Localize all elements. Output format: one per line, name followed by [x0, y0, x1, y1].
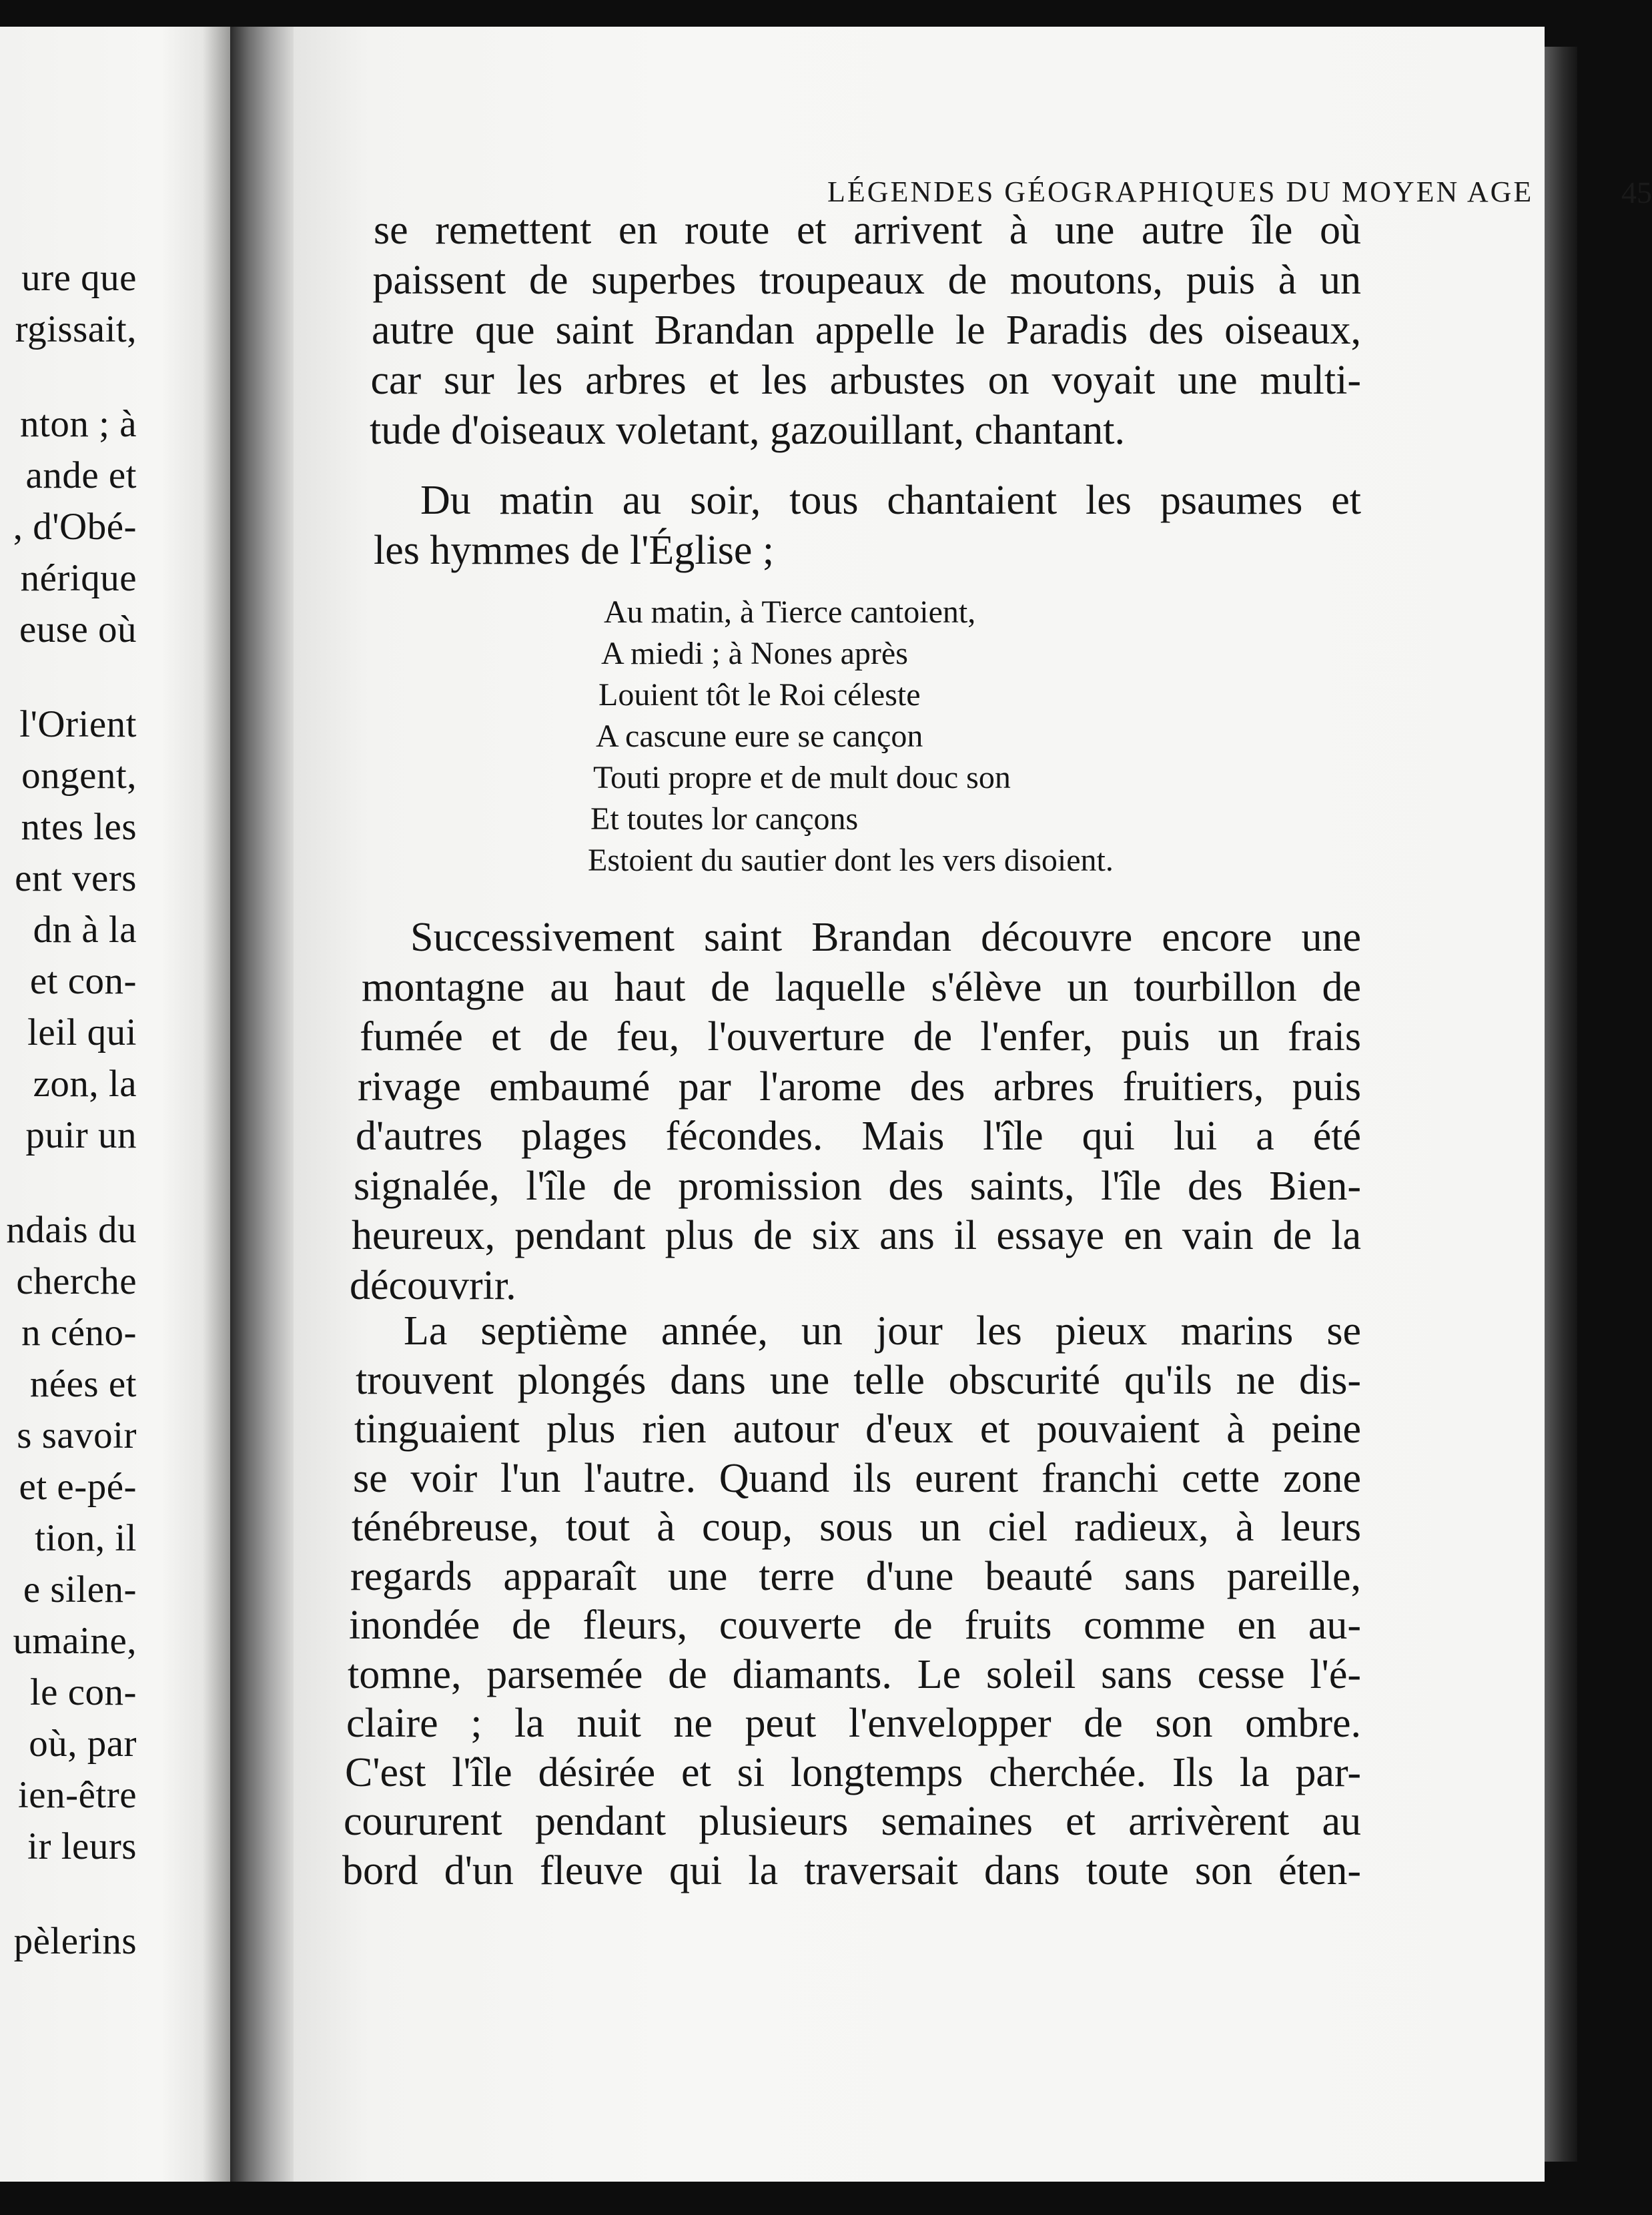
- text-line: tinguaient plus rien autour d'eux et pouvaient à peine: [354, 1406, 1361, 1452]
- left-page-line: le con-: [29, 1671, 137, 1713]
- text-line: signalée, l'île de promission des saints, l'île des Bien-: [354, 1163, 1361, 1209]
- left-page-line: ndais du: [6, 1209, 137, 1251]
- left-page-line: ent vers: [15, 857, 137, 899]
- left-page-line: euse où: [19, 608, 137, 650]
- text-line: Successivement saint Brandan découvre encore une: [410, 915, 1361, 960]
- text-line: rivage embaumé par l'arome des arbres fruitiers, puis: [358, 1063, 1361, 1110]
- left-page-line: umaine,: [13, 1620, 137, 1662]
- left-page-line: où, par: [29, 1723, 137, 1765]
- text-line: montagne au haut de laquelle s'élève un tourbillon de: [362, 964, 1361, 1010]
- left-page-line: ande et: [25, 454, 137, 496]
- text-line: autre que saint Brandan appelle le Paradis des oiseaux,: [372, 308, 1361, 353]
- left-page-line: s savoir: [17, 1414, 137, 1456]
- running-head: LÉGENDES GÉOGRAPHIQUES DU MOYEN AGE: [827, 175, 1534, 208]
- page-number: 45: [1621, 175, 1652, 209]
- text-line: car sur les arbres et les arbustes on voyait une multi-: [370, 358, 1361, 403]
- left-page-line: nérique: [20, 557, 137, 599]
- text-line: Du matin au soir, tous chantaient les psaumes et: [420, 478, 1361, 523]
- left-page-line: dn à la: [33, 909, 137, 951]
- text-line: inondée de fleurs, couverte de fruits comme en au-: [349, 1603, 1361, 1648]
- left-page-line: nton ; à: [20, 403, 137, 445]
- text-line: tude d'oiseaux voletant, gazouillant, chantant.: [370, 408, 1125, 453]
- text-line: d'autres plages fécondes. Mais l'île qui lui a été: [356, 1114, 1361, 1159]
- verse-line: Au matin, à Tierce cantoient,: [604, 594, 976, 630]
- left-page-line: ure que: [21, 257, 137, 299]
- text-line: ténébreuse, tout à coup, sous un ciel radieux, à leurs: [352, 1504, 1361, 1550]
- verse-line: A miedi ; à Nones après: [601, 636, 908, 671]
- left-page-line: puir un: [25, 1114, 137, 1156]
- left-page-line: e silen-: [23, 1569, 137, 1611]
- text-line: découvrir.: [350, 1262, 516, 1308]
- left-page-line: , d'Obé-: [13, 506, 137, 548]
- verse-line: Louient tôt le Roi céleste: [598, 677, 921, 713]
- left-page-line: n céno-: [21, 1312, 137, 1354]
- text-line: La septième année, un jour les pieux marins se: [404, 1308, 1361, 1354]
- page-edge: [1545, 47, 1577, 2162]
- verse-line: A cascune eure se cançon: [596, 719, 923, 754]
- verse-line: Touti propre et de mult douc son: [593, 760, 1011, 795]
- right-page: [294, 27, 1652, 2182]
- book-gutter: [230, 27, 304, 2182]
- left-page-line: ongent,: [21, 755, 137, 797]
- left-page: [0, 27, 230, 2182]
- left-page-line: pèlerins: [13, 1920, 137, 1962]
- text-line: bord d'un fleuve qui la traversait dans toute son éten-: [342, 1847, 1361, 1893]
- text-line: regards apparaît une terre d'une beauté sans pareille,: [350, 1553, 1361, 1599]
- left-page-line: ntes les: [21, 806, 137, 848]
- left-page-line: ien-être: [17, 1774, 137, 1816]
- text-line: heureux, pendant plus de six ans il essaye en vain de la: [352, 1213, 1361, 1258]
- left-page-line: et e-pé-: [19, 1466, 137, 1508]
- text-line: les hymmes de l'Église ;: [374, 528, 775, 573]
- text-line: se voir l'un l'autre. Quand ils eurent franchi cette zone: [353, 1455, 1361, 1501]
- left-page-line: ir leurs: [27, 1825, 137, 1867]
- left-page-line: cherche: [16, 1260, 137, 1302]
- left-page-line: zon, la: [33, 1063, 137, 1105]
- text-line: paissent de superbes troupeaux de moutons, puis à un: [372, 258, 1361, 303]
- text-line: tomne, parsemée de diamants. Le soleil sans cesse l'é-: [348, 1651, 1361, 1697]
- left-page-line: nées et: [29, 1363, 137, 1405]
- verse-line: Et toutes lor cançons: [590, 801, 859, 837]
- text-line: se remettent en route et arrivent à une autre île où: [374, 207, 1361, 253]
- verse-line: Estoient du sautier dont les vers disoient.: [588, 843, 1114, 878]
- text-line: fumée et de feu, l'ouverture de l'enfer, puis un frais: [360, 1014, 1361, 1059]
- left-page-line: et con-: [29, 960, 137, 1002]
- left-page-line: l'Orient: [19, 703, 137, 745]
- text-line: trouvent plongés dans une telle obscurité qu'ils ne dis-: [356, 1357, 1361, 1403]
- text-line: coururent pendant plusieurs semaines et arrivèrent au: [344, 1799, 1361, 1844]
- left-page-line: tion, il: [35, 1517, 137, 1559]
- text-line: C'est l'île désirée et si longtemps cherchée. Ils la par-: [345, 1749, 1361, 1795]
- left-page-line: rgissait,: [15, 308, 137, 350]
- left-page-line: leil qui: [27, 1011, 137, 1053]
- text-line: claire ; la nuit ne peut l'envelopper de son ombre.: [346, 1701, 1361, 1746]
